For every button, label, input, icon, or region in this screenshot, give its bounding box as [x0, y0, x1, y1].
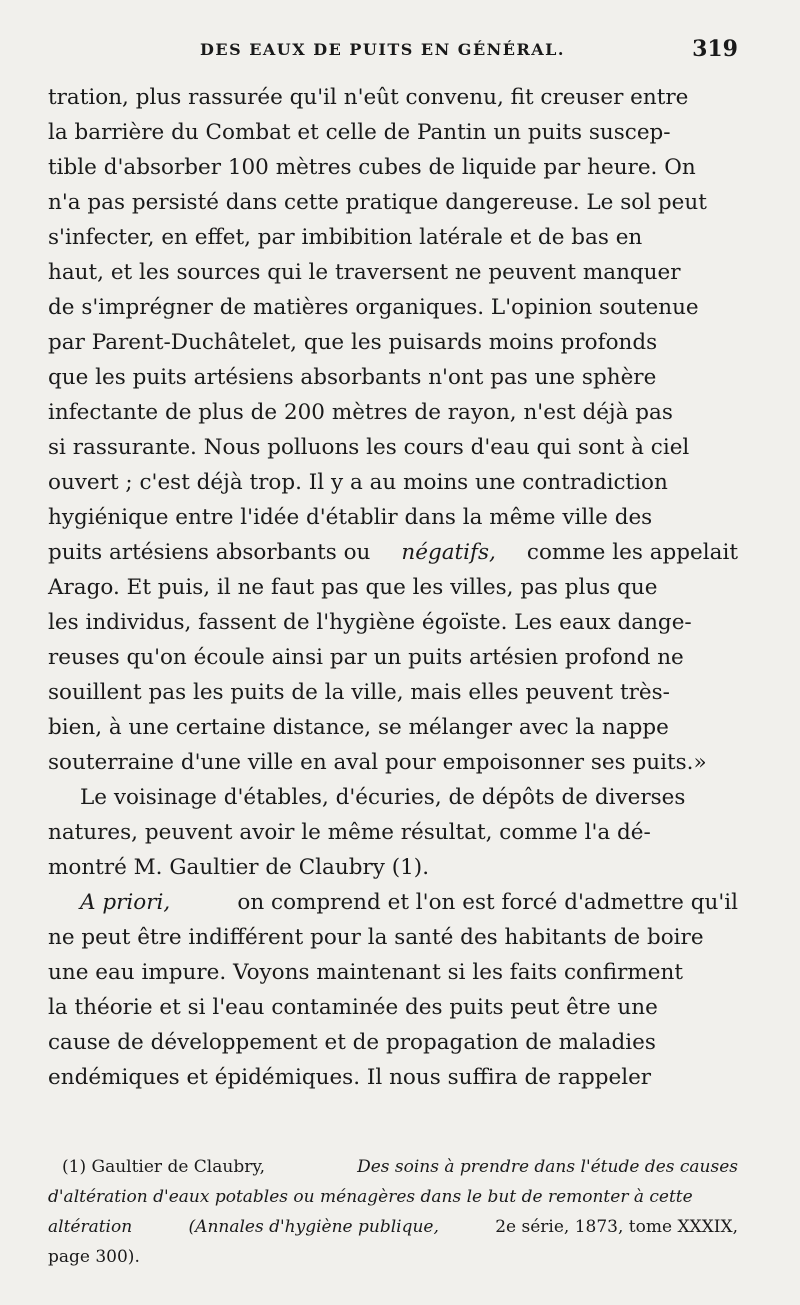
- text-line: infectante de plus de 200 mètres de rayon, n'est déjà pas: [48, 400, 673, 425]
- text-line: puits artésiens absorbants ou négatifs, comme les appelait: [48, 535, 738, 570]
- page-header: [48, 36, 738, 68]
- text-line: Le voisinage d'étables, d'écuries, de dépôts de diverses: [80, 785, 686, 810]
- text-line: haut, et les sources qui le traversent ne peuvent manquer: [48, 260, 681, 285]
- text-line: tible d'absorber 100 mètres cubes de liquide par heure. On: [48, 155, 696, 180]
- text-line: par Parent-Duchâtelet, que les puisards moins profonds: [48, 330, 658, 355]
- text-line: montré M. Gaultier de Claubry (1).: [48, 855, 430, 880]
- text-line: la barrière du Combat et celle de Pantin un puits suscep-: [48, 120, 671, 145]
- text-line: A priori, on comprend et l'on est forcé d'admettre qu'il: [48, 885, 738, 920]
- text-line: une eau impure. Voyons maintenant si les faits confirment: [48, 960, 684, 985]
- text-line: reuses qu'on écoule ainsi par un puits artésien profond ne: [48, 645, 684, 670]
- page-number: 319: [692, 36, 738, 62]
- text-line: bien, à une certaine distance, se mélanger avec la nappe: [48, 715, 669, 740]
- text-line: les individus, fassent de l'hygiène égoïste. Les eaux dange-: [48, 610, 692, 635]
- footnote-line: (1) Gaultier de Claubry, Des soins à prendre dans l'étude des causes: [62, 1157, 738, 1177]
- text-line: hygiénique entre l'idée d'établir dans la même ville des: [48, 505, 653, 530]
- body-text: [48, 80, 738, 1095]
- italic-term: A priori,: [80, 890, 171, 915]
- text-line: cause de développement et de propagation de maladies: [48, 1030, 656, 1055]
- text-line: la théorie et si l'eau contaminée des puits peut être une: [48, 995, 658, 1020]
- footnote-line: altération (Annales d'hygiène publique, 2e série, 1873, tome XXXIX,: [48, 1217, 738, 1237]
- text-line: souterraine d'une ville en aval pour empoisonner ses puits.»: [48, 750, 707, 775]
- text-line: souillent pas les puits de la ville, mais elles peuvent très-: [48, 680, 670, 705]
- text-line: ouvert ; c'est déjà trop. Il y a au moins une contradiction: [48, 470, 668, 495]
- text-line: n'a pas persisté dans cette pratique dangereuse. Le sol peut: [48, 190, 707, 215]
- italic-term: négatifs,: [401, 540, 496, 565]
- text-line: de s'imprégner de matières organiques. L'opinion soutenue: [48, 295, 699, 320]
- footnote-line: d'altération d'eaux potables ou ménagères dans le but de remonter à cette: [48, 1187, 693, 1207]
- text-line: si rassurante. Nous polluons les cours d'eau qui sont à ciel: [48, 435, 690, 460]
- text-line: Arago. Et puis, il ne faut pas que les villes, pas plus que: [48, 575, 658, 600]
- text-line: s'infecter, en effet, par imbibition latérale et de bas en: [48, 225, 643, 250]
- text-line: natures, peuvent avoir le même résultat, comme l'a dé-: [48, 820, 651, 845]
- footnote: [48, 1152, 738, 1272]
- running-head: DES EAUX DE PUITS EN GÉNÉRAL.: [200, 40, 565, 59]
- footnote-line: page 300).: [48, 1247, 140, 1267]
- text-line: que les puits artésiens absorbants n'ont pas une sphère: [48, 365, 657, 390]
- text-line: tration, plus rassurée qu'il n'eût convenu, fit creuser entre: [48, 85, 689, 110]
- text-line: endémiques et épidémiques. Il nous suffira de rappeler: [48, 1065, 652, 1090]
- text-line: ne peut être indifférent pour la santé des habitants de boire: [48, 925, 704, 950]
